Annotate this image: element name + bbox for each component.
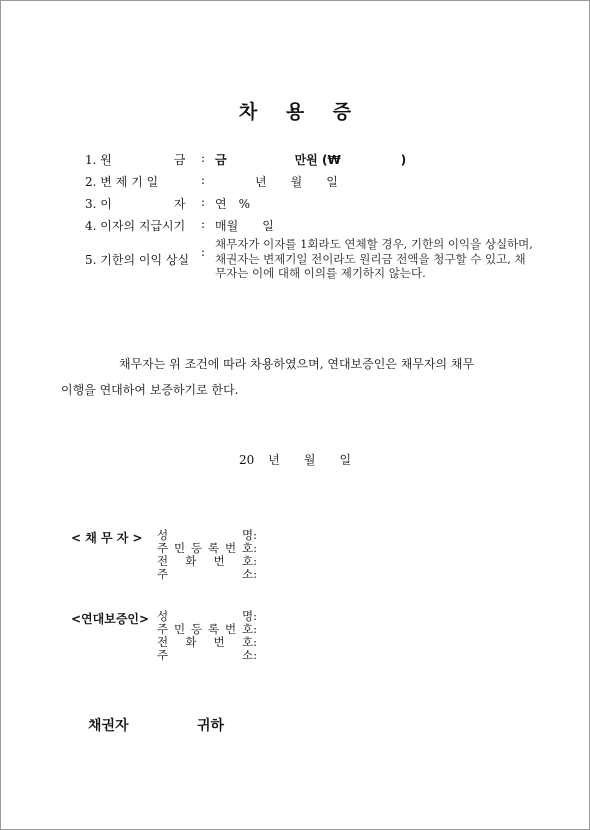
loan-terms <box>1 1 589 301</box>
debtor-fields <box>157 529 267 581</box>
guarantor-phone-field: 전 화 번 호: <box>157 635 257 649</box>
term-due-date <box>85 173 545 191</box>
term-label: 2. 변 제 기 일 <box>85 175 159 189</box>
agreement-paragraph: 채무자는 위 조건에 따라 차용하였으며, 연대보증인은 채무자의 채무 이행을 연대하여 보증하기로 한다. <box>61 357 475 397</box>
forfeiture-clause-text: 채무자가 이자를 1회라도 연체할 경우, 기한의 이익을 상실하며, 채권자는 변제기일 전이라도 원리금 전액을 청구할 수 있고, 채무자는 이에 대해 이의를 제기하지 않는다. <box>215 237 533 280</box>
title-char: 차 <box>238 101 258 123</box>
term-colon: : <box>201 245 206 259</box>
term-colon: : <box>201 173 206 187</box>
creditor-line <box>88 715 225 735</box>
debtor-address-field: 주 소: <box>157 567 257 581</box>
debtor-heading: < 채 무 자 > <box>71 531 143 545</box>
term-colon: : <box>201 195 206 209</box>
guarantor-fields <box>157 610 267 662</box>
term-interest <box>85 195 545 213</box>
debtor-id-field: 주 민 등 록 번 호: <box>157 541 257 555</box>
term-label: 3. 이 자 <box>85 197 186 211</box>
term-value: 년 월 일 <box>255 175 338 189</box>
creditor-honorific: 귀하 <box>197 718 225 734</box>
term-label: 5. 기한의 이익 상실 <box>85 253 190 267</box>
guarantor-address-field: 주 소: <box>157 648 257 662</box>
guarantor-heading: <연대보증인> <box>71 612 150 626</box>
term-principal <box>85 151 545 169</box>
term-value: 금 만원 (₩ ) <box>215 153 407 167</box>
guarantor-id-field: 주 민 등 록 번 호: <box>157 622 257 636</box>
debtor-phone-field: 전 화 번 호: <box>157 554 257 568</box>
creditor-label: 채권자 <box>88 718 129 734</box>
term-interest-payment <box>85 217 545 235</box>
term-colon: : <box>201 151 206 165</box>
term-value: 매월 일 <box>215 219 274 233</box>
signing-date: 20 년 월 일 <box>238 453 352 467</box>
term-label: 1. 원 금 <box>85 153 186 167</box>
title-char: 용 <box>285 101 305 123</box>
guarantor-name-field: 성 명: <box>157 609 257 623</box>
term-value: 연 % <box>215 197 250 211</box>
title-char: 증 <box>332 101 352 123</box>
term-colon: : <box>201 217 206 231</box>
term-label: 4. 이자의 지급시기 <box>85 219 186 233</box>
debtor-name-field: 성 명: <box>157 528 257 542</box>
